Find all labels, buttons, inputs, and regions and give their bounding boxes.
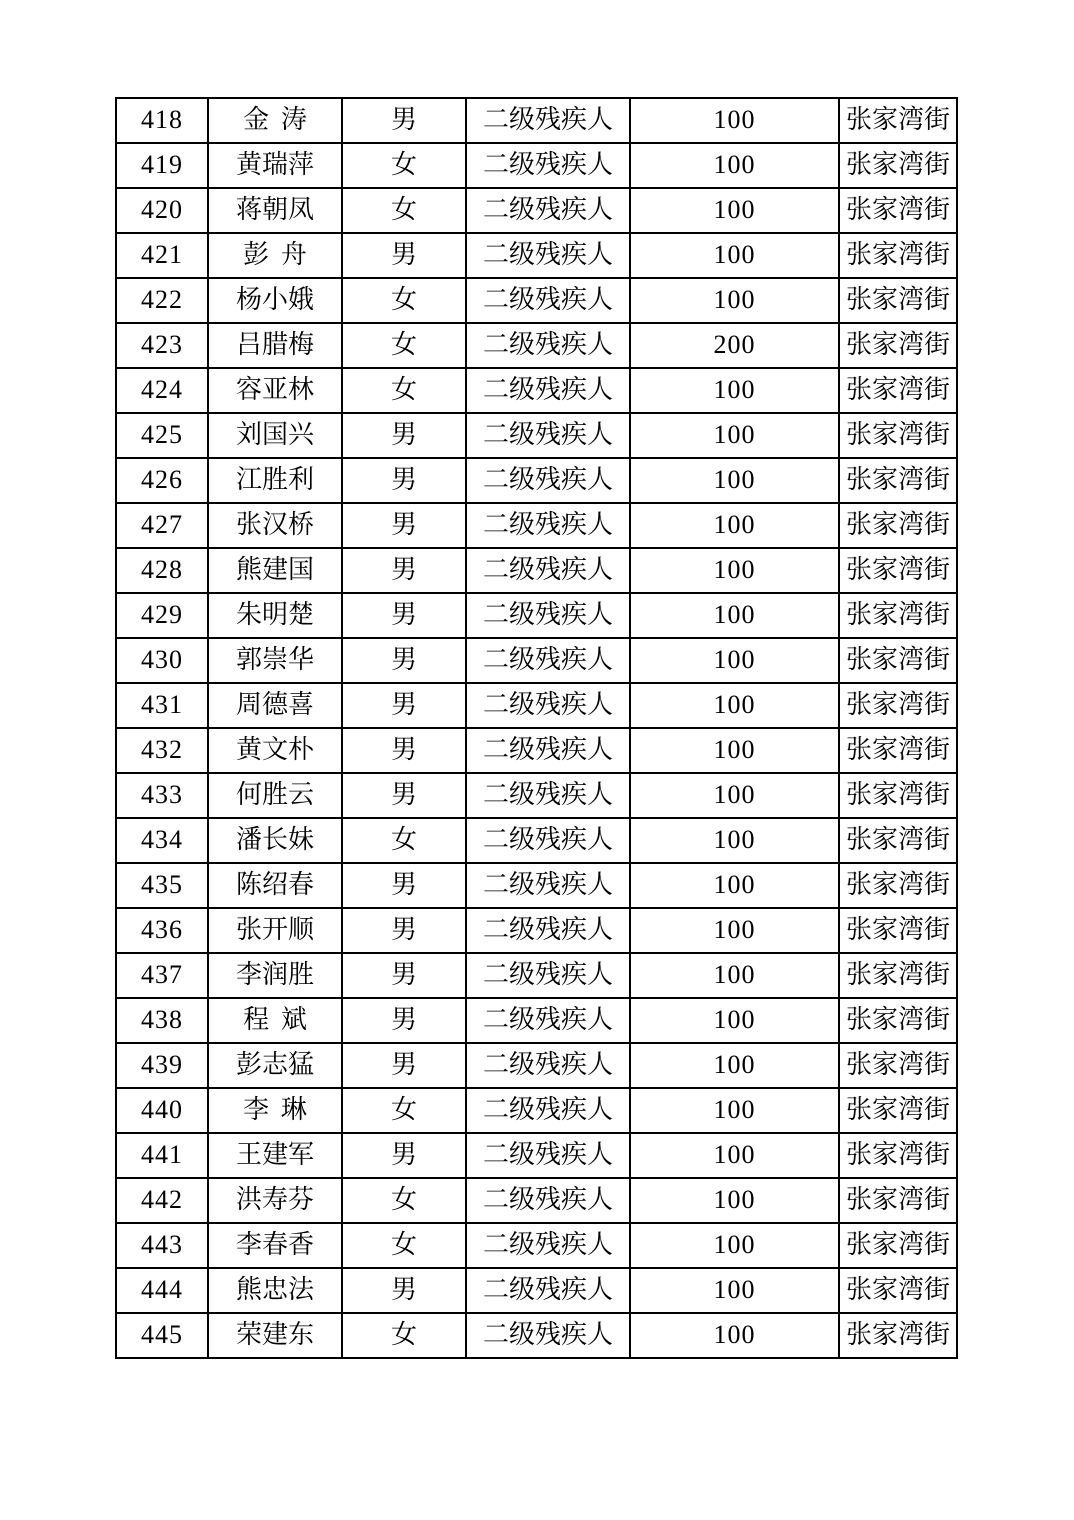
- cell-street: 张家湾街: [839, 593, 957, 638]
- cell-serial: 445: [116, 1313, 208, 1358]
- table-row: [116, 503, 957, 548]
- table-row: [116, 1043, 957, 1088]
- cell-street: 张家湾街: [839, 98, 957, 143]
- cell-name: 郭崇华: [208, 638, 342, 683]
- cell-amount: 100: [630, 413, 839, 458]
- cell-street: 张家湾街: [839, 998, 957, 1043]
- cell-street: 张家湾街: [839, 863, 957, 908]
- cell-gender: 男: [342, 593, 466, 638]
- cell-name: 黄文朴: [208, 728, 342, 773]
- cell-category: 二级残疾人: [466, 1223, 630, 1268]
- cell-amount: 100: [630, 1313, 839, 1358]
- cell-amount: 100: [630, 998, 839, 1043]
- cell-street: 张家湾街: [839, 1133, 957, 1178]
- cell-name: 李润胜: [208, 953, 342, 998]
- cell-amount: 200: [630, 323, 839, 368]
- cell-gender: 女: [342, 143, 466, 188]
- cell-name: 何胜云: [208, 773, 342, 818]
- cell-serial: 418: [116, 98, 208, 143]
- cell-category: 二级残疾人: [466, 143, 630, 188]
- cell-name: 王建军: [208, 1133, 342, 1178]
- table-row: [116, 593, 957, 638]
- cell-category: 二级残疾人: [466, 1313, 630, 1358]
- cell-serial: 430: [116, 638, 208, 683]
- cell-street: 张家湾街: [839, 1043, 957, 1088]
- cell-amount: 100: [630, 773, 839, 818]
- cell-gender: 男: [342, 1043, 466, 1088]
- cell-amount: 100: [630, 953, 839, 998]
- cell-gender: 女: [342, 1088, 466, 1133]
- cell-category: 二级残疾人: [466, 953, 630, 998]
- cell-street: 张家湾街: [839, 323, 957, 368]
- cell-name: 容亚林: [208, 368, 342, 413]
- cell-category: 二级残疾人: [466, 863, 630, 908]
- cell-serial: 431: [116, 683, 208, 728]
- cell-serial: 426: [116, 458, 208, 503]
- cell-gender: 男: [342, 233, 466, 278]
- cell-serial: 420: [116, 188, 208, 233]
- table-row: [116, 683, 957, 728]
- cell-name: 张汉桥: [208, 503, 342, 548]
- cell-name: 李春香: [208, 1223, 342, 1268]
- cell-name: 彭志猛: [208, 1043, 342, 1088]
- cell-amount: 100: [630, 1088, 839, 1133]
- cell-category: 二级残疾人: [466, 1088, 630, 1133]
- cell-amount: 100: [630, 188, 839, 233]
- cell-category: 二级残疾人: [466, 503, 630, 548]
- cell-street: 张家湾街: [839, 1223, 957, 1268]
- cell-street: 张家湾街: [839, 413, 957, 458]
- cell-street: 张家湾街: [839, 188, 957, 233]
- cell-serial: 442: [116, 1178, 208, 1223]
- cell-amount: 100: [630, 143, 839, 188]
- cell-gender: 男: [342, 1268, 466, 1313]
- cell-category: 二级残疾人: [466, 728, 630, 773]
- cell-serial: 435: [116, 863, 208, 908]
- cell-name: 吕腊梅: [208, 323, 342, 368]
- cell-serial: 437: [116, 953, 208, 998]
- cell-category: 二级残疾人: [466, 998, 630, 1043]
- cell-gender: 男: [342, 1133, 466, 1178]
- cell-name: 刘国兴: [208, 413, 342, 458]
- cell-gender: 男: [342, 98, 466, 143]
- cell-street: 张家湾街: [839, 1268, 957, 1313]
- cell-category: 二级残疾人: [466, 638, 630, 683]
- cell-name: 杨小娥: [208, 278, 342, 323]
- cell-name: 金涛: [208, 98, 342, 143]
- cell-gender: 女: [342, 368, 466, 413]
- cell-street: 张家湾街: [839, 143, 957, 188]
- cell-street: 张家湾街: [839, 278, 957, 323]
- cell-serial: 439: [116, 1043, 208, 1088]
- cell-amount: 100: [630, 233, 839, 278]
- cell-category: 二级残疾人: [466, 278, 630, 323]
- cell-name: 李琳: [208, 1088, 342, 1133]
- cell-amount: 100: [630, 458, 839, 503]
- cell-amount: 100: [630, 593, 839, 638]
- cell-street: 张家湾街: [839, 233, 957, 278]
- cell-street: 张家湾街: [839, 548, 957, 593]
- cell-street: 张家湾街: [839, 1088, 957, 1133]
- cell-amount: 100: [630, 638, 839, 683]
- cell-street: 张家湾街: [839, 683, 957, 728]
- cell-category: 二级残疾人: [466, 1268, 630, 1313]
- table-row: [116, 953, 957, 998]
- cell-amount: 100: [630, 818, 839, 863]
- table-row: [116, 728, 957, 773]
- table-row: [116, 1223, 957, 1268]
- table-row: [116, 1313, 957, 1358]
- cell-category: 二级残疾人: [466, 368, 630, 413]
- cell-name: 张开顺: [208, 908, 342, 953]
- cell-amount: 100: [630, 863, 839, 908]
- cell-name: 黄瑞萍: [208, 143, 342, 188]
- cell-serial: 434: [116, 818, 208, 863]
- cell-serial: 427: [116, 503, 208, 548]
- table-row: [116, 233, 957, 278]
- table-row: [116, 413, 957, 458]
- cell-name: 彭舟: [208, 233, 342, 278]
- cell-street: 张家湾街: [839, 1313, 957, 1358]
- cell-name: 程斌: [208, 998, 342, 1043]
- cell-gender: 男: [342, 413, 466, 458]
- cell-name: 江胜利: [208, 458, 342, 503]
- table-body: [116, 98, 957, 1358]
- table-row: [116, 908, 957, 953]
- cell-gender: 男: [342, 953, 466, 998]
- cell-category: 二级残疾人: [466, 548, 630, 593]
- table-row: [116, 368, 957, 413]
- cell-amount: 100: [630, 1043, 839, 1088]
- cell-category: 二级残疾人: [466, 1133, 630, 1178]
- cell-amount: 100: [630, 278, 839, 323]
- cell-street: 张家湾街: [839, 458, 957, 503]
- cell-serial: 441: [116, 1133, 208, 1178]
- table-row: [116, 1178, 957, 1223]
- cell-category: 二级残疾人: [466, 773, 630, 818]
- cell-name: 陈绍春: [208, 863, 342, 908]
- cell-gender: 女: [342, 278, 466, 323]
- cell-amount: 100: [630, 1223, 839, 1268]
- cell-street: 张家湾街: [839, 638, 957, 683]
- cell-name: 朱明楚: [208, 593, 342, 638]
- table-row: [116, 143, 957, 188]
- cell-amount: 100: [630, 1268, 839, 1313]
- cell-category: 二级残疾人: [466, 683, 630, 728]
- cell-gender: 男: [342, 863, 466, 908]
- cell-street: 张家湾街: [839, 728, 957, 773]
- cell-street: 张家湾街: [839, 503, 957, 548]
- cell-gender: 女: [342, 1223, 466, 1268]
- cell-serial: 432: [116, 728, 208, 773]
- cell-amount: 100: [630, 1178, 839, 1223]
- cell-category: 二级残疾人: [466, 1178, 630, 1223]
- cell-street: 张家湾街: [839, 368, 957, 413]
- table-row: [116, 998, 957, 1043]
- cell-gender: 女: [342, 323, 466, 368]
- cell-street: 张家湾街: [839, 818, 957, 863]
- cell-serial: 444: [116, 1268, 208, 1313]
- cell-street: 张家湾街: [839, 908, 957, 953]
- cell-category: 二级残疾人: [466, 818, 630, 863]
- cell-category: 二级残疾人: [466, 413, 630, 458]
- table-row: [116, 323, 957, 368]
- cell-serial: 419: [116, 143, 208, 188]
- cell-gender: 男: [342, 458, 466, 503]
- cell-serial: 436: [116, 908, 208, 953]
- cell-serial: 429: [116, 593, 208, 638]
- cell-gender: 男: [342, 638, 466, 683]
- cell-category: 二级残疾人: [466, 323, 630, 368]
- cell-gender: 男: [342, 548, 466, 593]
- cell-serial: 422: [116, 278, 208, 323]
- cell-amount: 100: [630, 728, 839, 773]
- cell-amount: 100: [630, 548, 839, 593]
- cell-category: 二级残疾人: [466, 908, 630, 953]
- cell-serial: 438: [116, 998, 208, 1043]
- cell-street: 张家湾街: [839, 953, 957, 998]
- cell-serial: 425: [116, 413, 208, 458]
- cell-category: 二级残疾人: [466, 458, 630, 503]
- cell-category: 二级残疾人: [466, 233, 630, 278]
- cell-category: 二级残疾人: [466, 1043, 630, 1088]
- table-row: [116, 188, 957, 233]
- cell-amount: 100: [630, 368, 839, 413]
- cell-serial: 433: [116, 773, 208, 818]
- table-row: [116, 98, 957, 143]
- cell-serial: 428: [116, 548, 208, 593]
- cell-street: 张家湾街: [839, 773, 957, 818]
- cell-serial: 421: [116, 233, 208, 278]
- cell-name: 蒋朝凤: [208, 188, 342, 233]
- table-row: [116, 458, 957, 503]
- cell-gender: 男: [342, 998, 466, 1043]
- cell-serial: 440: [116, 1088, 208, 1133]
- cell-serial: 443: [116, 1223, 208, 1268]
- table-row: [116, 818, 957, 863]
- cell-gender: 女: [342, 1313, 466, 1358]
- table-row: [116, 863, 957, 908]
- cell-gender: 女: [342, 1178, 466, 1223]
- table-row: [116, 638, 957, 683]
- cell-amount: 100: [630, 98, 839, 143]
- table-row: [116, 1133, 957, 1178]
- cell-amount: 100: [630, 1133, 839, 1178]
- cell-gender: 男: [342, 773, 466, 818]
- cell-street: 张家湾街: [839, 1178, 957, 1223]
- cell-name: 熊建国: [208, 548, 342, 593]
- cell-gender: 男: [342, 683, 466, 728]
- cell-serial: 423: [116, 323, 208, 368]
- cell-category: 二级残疾人: [466, 98, 630, 143]
- cell-serial: 424: [116, 368, 208, 413]
- cell-amount: 100: [630, 683, 839, 728]
- benefit-roster-table: [115, 97, 958, 1359]
- cell-name: 洪寿芬: [208, 1178, 342, 1223]
- cell-gender: 女: [342, 818, 466, 863]
- cell-amount: 100: [630, 503, 839, 548]
- table-row: [116, 773, 957, 818]
- cell-amount: 100: [630, 908, 839, 953]
- cell-name: 熊忠法: [208, 1268, 342, 1313]
- cell-gender: 男: [342, 908, 466, 953]
- cell-name: 潘长妹: [208, 818, 342, 863]
- table-row: [116, 1268, 957, 1313]
- table-row: [116, 1088, 957, 1133]
- cell-category: 二级残疾人: [466, 188, 630, 233]
- cell-gender: 男: [342, 503, 466, 548]
- table-row: [116, 548, 957, 593]
- cell-gender: 男: [342, 728, 466, 773]
- cell-gender: 女: [342, 188, 466, 233]
- cell-category: 二级残疾人: [466, 593, 630, 638]
- table-row: [116, 278, 957, 323]
- cell-name: 荣建东: [208, 1313, 342, 1358]
- cell-name: 周德喜: [208, 683, 342, 728]
